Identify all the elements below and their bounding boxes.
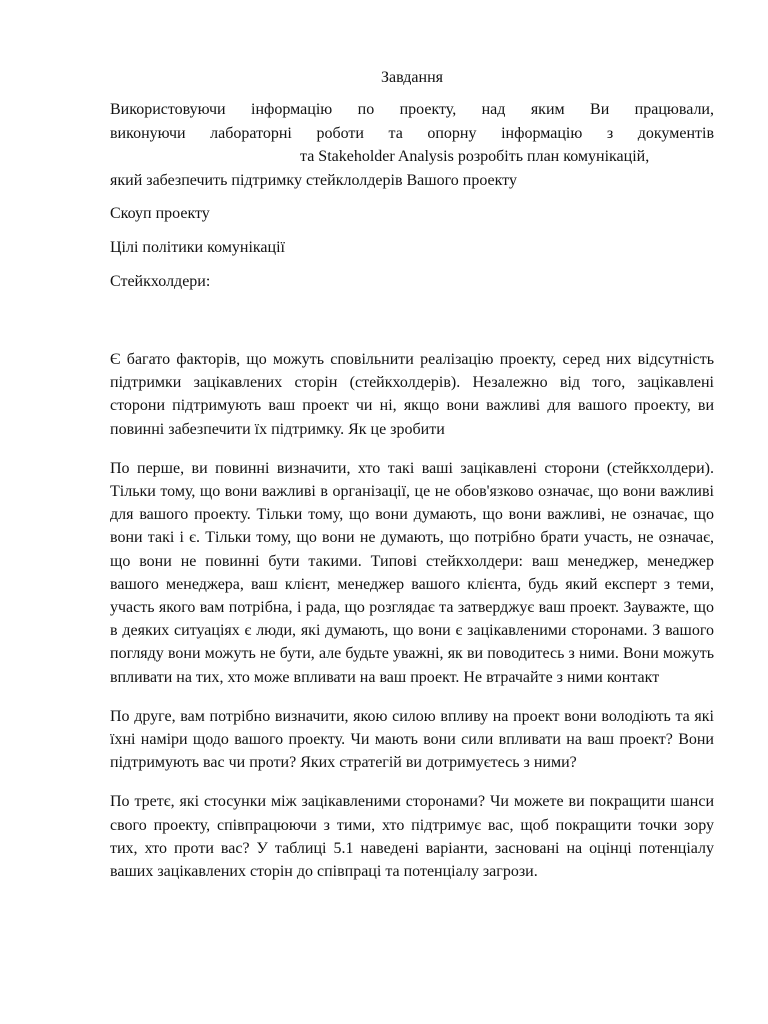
task-line: та Stakeholder Analysis розробіть план комунікацій, bbox=[300, 148, 650, 165]
task-description bbox=[110, 98, 714, 192]
heading-stakeholders: Стейкхолдери: bbox=[110, 273, 211, 290]
document-title: Завдання bbox=[381, 69, 443, 86]
paragraph-third: По третє, які стосунки між зацікавленими сторонами? Чи можете ви покращити шанси свого проекту, співпрацюючи з тими, хто підтримує вас, щоб покращити точки зору тих, хто проти вас? У таблиці 5.1 наведені варіанти, засновані на оцінці потенціалу ваших зацікавлених сторін до співпраці та потенціалу загрози. bbox=[110, 793, 714, 881]
heading-project-scope: Скоуп проекту bbox=[110, 205, 210, 222]
document-page bbox=[110, 66, 714, 899]
task-line: який забезпечить підтримку стейклолдерів Вашого проекту bbox=[110, 171, 517, 189]
heading-communication-goals: Цілі політики комунікації bbox=[110, 239, 285, 256]
paragraph-first: По перше, ви повинні визначити, хто такі ваші зацікавлені сторони (стейкхолдери). Тільки тому, що вони важливі в організації, це не обов'язково означає, що вони важливі для вашого проекту. Тільки тому, що вони думають, що вони важливі, не означає, що вони такі і є. Тільки тому, що вони не думають, що потрібно брати участь, не означає, що вони не повинні бути такими. Типові стейкхолдери: ваш менеджер, менеджер вашого менеджера, ваш клієнт, менеджер вашого клієнта, будь який експерт з теми, участь якого вам потрібна, і рада, що розглядає та затверджує ваш проект. Зауважте, що в деяких ситуаціях є люди, які думають, що вони є зацікавленими сторонами. З вашого погляду вони можуть не бути, але будьте уважні, як ви поводитесь з ними. Вони можуть впливати на тих, хто може впливати на ваш проект. Не втрачайте з ними контакт bbox=[110, 459, 714, 686]
paragraph-intro: Є багато факторів, що можуть сповільнити реалізацію проекту, серед них відсутність підтримки зацікавлених сторін (стейкхолдерів). Незалежно від того, зацікавлені сторони підтримують ваш проект чи ні, якщо вони важливі для вашого проекту, ви повинні забезпечити їх підтримку. Як це зробити bbox=[110, 351, 714, 438]
paragraph-second: По друге, вам потрібно визначити, якою силою впливу на проект вони володіють та які їхні наміри щодо вашого проекту. Чи мають вони сили впливати на ваш проект? Вони підтримують вас чи проти? Яких стратегій ви дотримуєтесь з ними? bbox=[110, 707, 714, 772]
task-line: виконуючи лабораторні роботи та опорну інформацію з документів bbox=[110, 124, 714, 142]
task-line: Використовуючи інформацію по проекту, над яким Ви працювали, bbox=[110, 101, 714, 118]
spacer bbox=[110, 294, 714, 348]
